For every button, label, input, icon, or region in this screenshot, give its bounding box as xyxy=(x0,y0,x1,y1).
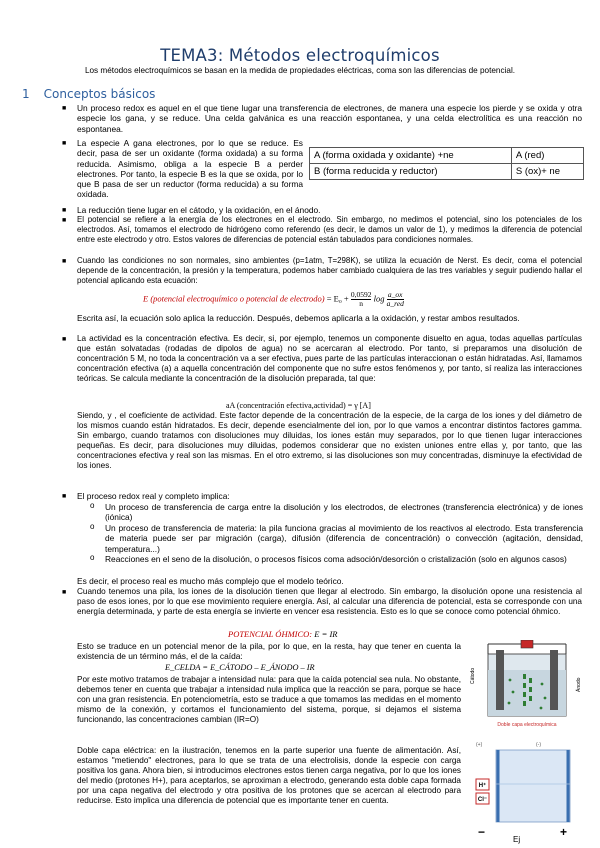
redox-row xyxy=(310,148,584,164)
sub-item-matter: Un proceso de transferencia de materia: la pila funciona gracias al movimiento de los reactivos al electrodo. Esta transferencia de materia puede ser par migración (carga), difusión (diferencia de concentración) o convección (agitación, densidad, temperatura...) xyxy=(105,523,583,554)
cell-left-label: Cátodo xyxy=(470,667,476,684)
bullet-dot: ■ xyxy=(62,207,67,214)
ohmic-equation xyxy=(228,629,337,639)
ohmic-label: POTENCIAL ÓHMICO: xyxy=(228,629,313,639)
paragraph-process: El proceso redox real y completo implica: xyxy=(77,491,230,501)
paragraph-potential: El potencial se refiere a la energía de los electrones en el electrodo. Sin embargo, no medimos el potencial, sino los potenciales de los electrodos. Así, tomamos el electrodo de hidrógeno como referendo (es decir, le damos un valor de 1), y medimos la diferencia de potencial entre este electrodo y otro. Estos valores de diferencias de potencial están tabulados para condiciones normales. xyxy=(77,215,582,244)
redox-cell-left: A (forma oxidada y oxidante) +ne xyxy=(310,148,512,164)
bullet-dot: ■ xyxy=(62,589,67,596)
nernst-fraction: $\frac{0,0592}{n}$ xyxy=(350,290,372,308)
paragraph-real-process: Es decir, el proceso real es mucho más complejo que el modelo teórico. xyxy=(77,576,344,586)
bullet-dot: ■ xyxy=(62,258,67,265)
redox-row xyxy=(310,164,584,180)
paragraph-activity: La actividad es la concentración efectiva. Es decir, si, por ejemplo, tenemos un componente disuelto en agua, todas aquellas partículas que están solvatadas (rodadas de dipolos de agua) no se acercaran al electrodo. Por tanto, si preparamos una disolución de concentración 5 M, no toda la concentración va a ser efectiva, pues parte de las partículas interaccionan o están hidratadas. Así, llamamos concentración efectiva (a) a aquella concentración del componente que no sufre estos fenómenos y, por tanto, sí realiza las interacciones teóricas. Se calcula mediante la concentración de la disolución preparada, tal que: xyxy=(77,334,582,384)
cell-equation: E_CELDA = E_CÁTODO – E_ÁNODO – IR xyxy=(165,663,315,672)
cell-figure xyxy=(466,640,588,735)
ion-cl-minus: Cl⁻ xyxy=(477,797,488,803)
paragraph-double-layer: Doble capa eléctrica: en la ilustración, tenemos en la parte superior una fuente de alimentación. Así, estamos "metiendo" electrones, para lo que se trata de una electrolisis, donde la especie con carga positiva los gana. Ahora bien, si introducimos electrones estos tienen carga negativa, por lo que los iones del medio (protones H+), para aceptarlos, se aproximan a electrodo, generando esta doble capa formada por una capa negativa del electrodo y otra positiva de los protones que se acercan al electrodo para reducirse. Esto implica una diferencia de potencial que es importante tener en cuenta. xyxy=(77,746,461,806)
activity-equation: aA (concentración efectiva,actividad) = γ [A] xyxy=(226,401,371,410)
sub-item-reactions: Reacciones en el seno de la disolución, o procesos físicos coma adsoción/desorción o cristalización (solo en algunos casos) xyxy=(105,554,567,564)
paragraph-pile: Cuando tenemos una pila, los iones de la disolución tienen que llegar al electrodo. Sin embargo, la disolución opone una resistencia al paso de esos iones, por lo que ese movimiento requiere energía. Así, al calcular una diferencia de potencial, esta se corresponde con una energía determinada, y parte de esta energía se invierte en vencer esa resistencia. Esto es lo que se conoce como potencial óhmico. xyxy=(77,587,582,617)
nernst-eq-part: = E₀ + xyxy=(326,293,349,304)
sub-bullet: o xyxy=(90,522,95,531)
sub-bullet: o xyxy=(90,553,95,562)
sub-bullet: o xyxy=(90,501,95,510)
section-title: Conceptos básicos xyxy=(43,87,156,101)
cell-caption: Doble capa electroquímica xyxy=(497,722,557,728)
redox-cell-right: S (ox)+ ne xyxy=(511,164,583,180)
redox-cell-left: B (forma reducida y reductor) xyxy=(310,164,512,180)
nernst-equation xyxy=(143,291,404,308)
section-number: 1 xyxy=(22,87,30,101)
paragraph-null-intensity: Por este motivo tratamos de trabajar a intensidad nula: para que la caída potencial sea nula. No obstante, debemos tener en cuenta que trabajar a intensidad nula implica que la reacción se para, porque se hace con una gran resistencia. En potenciometría, esto se traduce a que tomamos las medidas en el momento mismo de la conexión, y cortamos el funcionamiento del sistema, porque, si dejamos el sistema funcionando, las concentraciones cambian (IR=O) xyxy=(77,675,461,725)
bullet-dot: ■ xyxy=(62,140,67,147)
nernst-log-fraction: $\frac{a\_ox}{\text{a\_red}}$ xyxy=(386,290,404,308)
nernst-log: log xyxy=(373,293,385,304)
bullet-dot: ■ xyxy=(62,493,67,500)
bullet-dot: ■ xyxy=(62,336,67,343)
paragraph-nernst: Cuando las condiciones no son normales, sino ambientes (p=1atm, T=298K), se utiliza la ecuación de Nerst. Es decir, coma el potencial depende de la concentración, la presión y la temperatura, podemos haber cambiado cualquiera de las tres variables y seguir pudiendo hallar el potencial aplicando esta ecuación: xyxy=(77,256,582,285)
electrode-plus-sign: + xyxy=(560,825,568,839)
section-heading xyxy=(22,87,155,101)
double-layer-top-left: (+) xyxy=(476,742,483,748)
ohmic-eq: E = IR xyxy=(314,629,338,639)
page-title: TEMA3: Métodos electroquímicos xyxy=(160,46,440,65)
electrode-minus-sign: − xyxy=(478,825,486,839)
paragraph-species: La especie A gana electrones, por lo que se reduce. Es decir, pasa de ser un oxidante (forma oxidada) a su forma reducida. Asimismo, obliga a la especie B a perder electrones. Por tanto, la especie B es la que se oxida, por lo que B pasa de ser un reductor (forma reducida) a su forma oxidada. xyxy=(77,138,303,200)
redox-table xyxy=(309,147,584,180)
bullet-dot: ■ xyxy=(62,217,67,224)
bullet-dot: ■ xyxy=(62,105,67,112)
ion-h-plus: H⁺ xyxy=(478,783,487,789)
double-layer-figure xyxy=(466,736,588,846)
electrode-label: Ej xyxy=(513,835,521,844)
paragraph-cathode: La reducción tiene lugar en el cátodo, y la oxidación, en el ánodo. xyxy=(77,205,321,215)
cell-right-label: Ánodo xyxy=(576,677,582,692)
paragraph-activity-coef: Siendo, y , el coeficiente de actividad. Este factor depende de la concentración de la especie, de la carga de los iones y del diámetro de los mismos cuando están hidratados. Es decir, depende esencialmente del ion, por lo que vamos a encontrar distintos factores gamma. Sin embargo, cuando tratamos con disoluciones muy diluidas, los iones están muy separados, por lo que tienen lugar interacciones pequeñas. Es decir, para disoluciones muy diluidas, podemos considerar que no existen uniones entre ellas y, por tanto, que las concentraciones efectiva y real son las mismas. En el otro extremo, si las disoluciones son muy concentradas, disminuye la efectividad de los iones. xyxy=(77,411,582,471)
page-subtitle: Los métodos electroquímicos se basan en la medida de propiedades eléctricas, coma son las diferencias de potencial. xyxy=(84,66,516,75)
nernst-label: E (potencial electroquímico o potencial de electrodo) xyxy=(143,293,325,304)
redox-cell-right: A (red) xyxy=(511,148,583,164)
double-layer-top-right: (-) xyxy=(536,742,541,748)
paragraph-ohmic-drop: Esto se traduce en un potencial menor de la pila, por lo que, en la resta, hay que tener en cuenta la existencia de un término más, el de la caída: xyxy=(77,641,461,662)
sub-item-charge: Un proceso de transferencia de carga entre la disolución y los electrodos, de electrones (transferencia electrónica) y de iones (iónica) xyxy=(105,502,583,523)
paragraph-redox: Un proceso redox es aquel en el que tiene lugar una transferencia de electrones, de manera una especie los pierde y se oxida y otra especie los gana, y se reduce. Una celda galvánica es una reacción espontanea, y una celda electrolítica es una reacción no espontanea. xyxy=(77,103,582,134)
paragraph-nernst-note: Escrita así, la ecuación solo aplica la reducción. Después, debemos aplicarla a la oxidación, y restar ambos resultados. xyxy=(77,313,520,323)
